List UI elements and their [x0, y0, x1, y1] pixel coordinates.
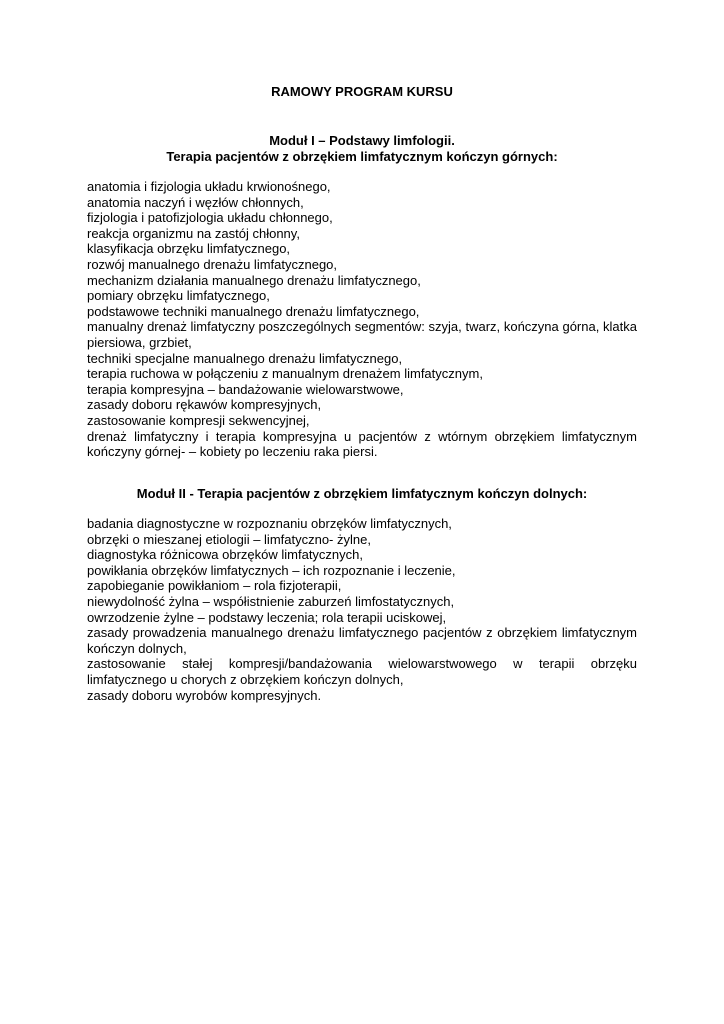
module-1-topic: zasady doboru rękawów kompresyjnych,	[87, 397, 322, 413]
module-2-topic: zasady doboru wyrobów kompresyjnych.	[87, 687, 322, 703]
module-2-topic: zastosowanie stałej kompresji/bandażowania wielowarstwowego w terapii obrzęku limfatycznego u chorych z obrzękiem kończyn dolnych,	[87, 656, 637, 687]
module-1-topic: reakcja organizmu na zastój chłonny,	[87, 225, 300, 241]
module-1-topic: mechanizm działania manualnego drenażu limfatycznego,	[87, 272, 421, 288]
module-2-topic: obrzęki o mieszanej etiologii – limfatyczno- żylne,	[87, 531, 371, 547]
module-2-topic: owrzodzenie żylne – podstawy leczenia; rola terapii uciskowej,	[87, 609, 447, 625]
module-1-heading-line-1: Moduł I – Podstawy limfologii.	[269, 133, 455, 148]
module-2-topic-list	[87, 516, 637, 703]
module-1-topic: pomiary obrzęku limfatycznego,	[87, 288, 270, 304]
module-1-heading-line-2: Terapia pacjentów z obrzękiem limfatycznym kończyn górnych:	[166, 148, 558, 164]
module-2-heading: Moduł II - Terapia pacjentów z obrzękiem limfatycznym kończyn dolnych:	[136, 486, 588, 501]
document-title: RAMOWY PROGRAM KURSU	[271, 84, 453, 99]
module-2-topic: zasady prowadzenia manualnego drenażu limfatycznego pacjentów z obrzękiem limfatycznym kończyn dolnych,	[87, 625, 637, 656]
module-1-topic: klasyfikacja obrzęku limfatycznego,	[87, 241, 291, 257]
module-2-topic: powikłania obrzęków limfatycznych – ich rozpoznanie i leczenie,	[87, 562, 456, 578]
module-1-topic: drenaż limfatyczny i terapia kompresyjna u pacjentów z wtórnym obrzękiem limfatycznym kończyny górnej- – kobiety po leczeniu raka piersi.	[87, 428, 637, 460]
module-2-topic: niewydolność żylna – współistnienie zaburzeń limfostatycznych,	[87, 593, 455, 609]
module-1-topic: podstawowe techniki manualnego drenażu limfatycznego,	[87, 303, 420, 319]
module-2-topic: diagnostyka różnicowa obrzęków limfatycznych,	[87, 547, 364, 563]
module-1-topic: anatomia naczyń i węzłów chłonnych,	[87, 194, 304, 210]
module-1-topic-list	[87, 179, 637, 460]
module-1-topic: fizjologia i patofizjologia układu chłonnego,	[87, 210, 333, 226]
module-1-topic: anatomia i fizjologia układu krwionośnego,	[87, 179, 331, 194]
module-2-topic: zapobieganie powikłaniom – rola fizjoterapii,	[87, 578, 342, 594]
module-1-topic: manualny drenaż limfatyczny poszczególnych segmentów: szyja, twarz, kończyna górna, klatka piersiowa, grzbiet,	[87, 319, 637, 350]
module-1-topic: terapia ruchowa w połączeniu z manualnym drenażem limfatycznym,	[87, 366, 483, 382]
module-2-topic: badania diagnostyczne w rozpoznaniu obrzęków limfatycznych,	[87, 516, 452, 531]
module-1-topic: techniki specjalne manualnego drenażu limfatycznego,	[87, 350, 403, 366]
module-1-topic: terapia kompresyjna – bandażowanie wielowarstwowe,	[87, 381, 404, 397]
module-1-topic: zastosowanie kompresji sekwencyjnej,	[87, 412, 310, 428]
module-1-heading	[0, 133, 724, 164]
module-1-topic: rozwój manualnego drenażu limfatycznego,	[87, 256, 338, 272]
